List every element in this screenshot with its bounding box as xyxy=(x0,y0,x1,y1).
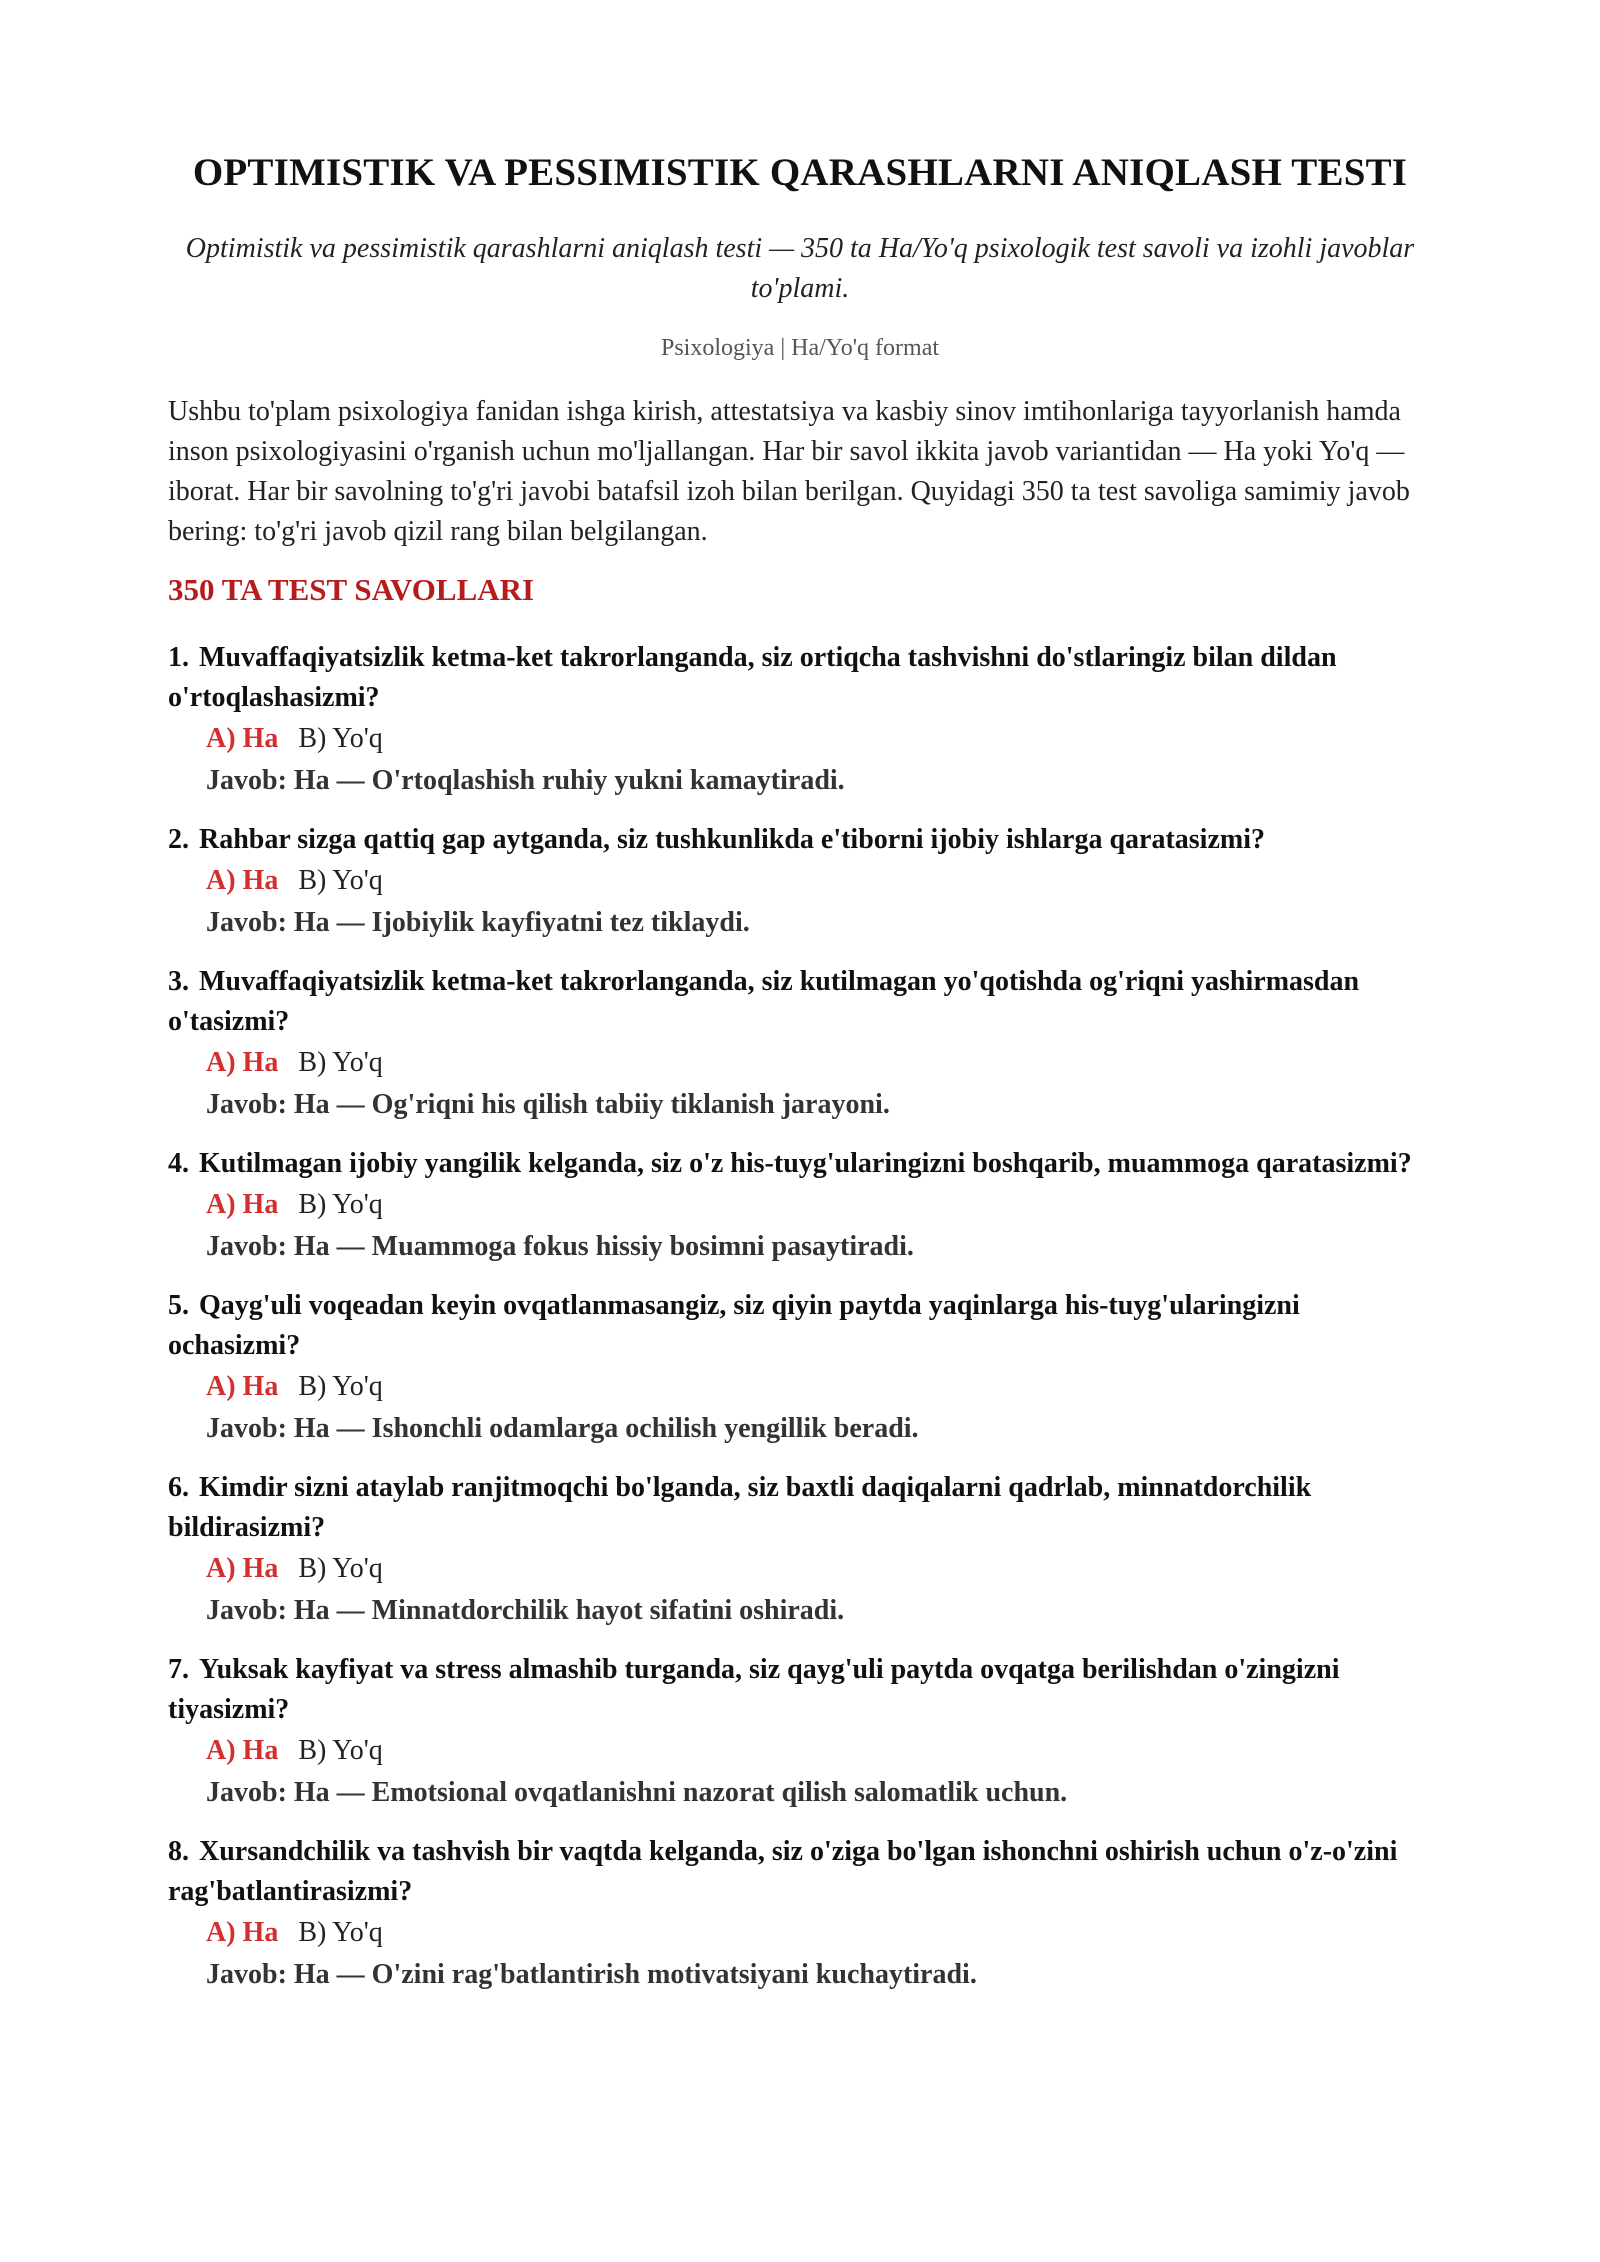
option-b[interactable]: B) Yo'q xyxy=(298,865,383,896)
answer-options xyxy=(168,1366,1432,1408)
question-text xyxy=(168,1144,1432,1184)
answer-options xyxy=(168,1730,1432,1772)
answer-options xyxy=(168,718,1432,760)
option-a[interactable]: A) Ha xyxy=(206,1047,279,1078)
question-number: 4. xyxy=(168,1148,189,1179)
question-body: Kutilmagan ijobiy yangilik kelganda, siz o'z his-tuyg'ularingizni boshqarib, muammoga qaratasizmi? xyxy=(199,1148,1412,1179)
question-body: Qayg'uli voqeadan keyin ovqatlanmasangiz, siz qiyin paytda yaqinlarga his-tuyg'ularingizni ochasizmi? xyxy=(168,1290,1300,1361)
answer-explanation: Javob: Ha — Ijobiylik kayfiyatni tez tiklaydi. xyxy=(206,907,750,938)
document-category: Psixologiya | Ha/Yo'q format xyxy=(660,335,940,361)
option-b[interactable]: B) Yo'q xyxy=(298,1735,383,1766)
question-item xyxy=(168,1286,1432,1450)
question-number: 1. xyxy=(168,642,189,673)
question-item xyxy=(168,1144,1432,1268)
option-a[interactable]: A) Ha xyxy=(206,1735,279,1766)
option-a[interactable]: A) Ha xyxy=(206,1371,279,1402)
answer-options xyxy=(168,1548,1432,1590)
question-body: Muvaffaqiyatsizlik ketma-ket takrorlanganda, siz kutilmagan yo'qotishda og'riqni yashirmasdan o'tasizmi? xyxy=(168,966,1360,1037)
question-number: 6. xyxy=(168,1472,189,1503)
option-a[interactable]: A) Ha xyxy=(206,1917,279,1948)
question-body: Muvaffaqiyatsizlik ketma-ket takrorlanganda, siz ortiqcha tashvishni do'stlaringiz bilan dildan o'rtoqlashasizmi? xyxy=(168,642,1337,713)
option-b[interactable]: B) Yo'q xyxy=(298,1917,383,1948)
question-text xyxy=(168,1832,1432,1912)
section-heading: 350 TA TEST SAVOLLARI xyxy=(168,572,535,607)
question-number: 2. xyxy=(168,824,189,855)
question-list xyxy=(168,638,1432,1996)
option-b[interactable]: B) Yo'q xyxy=(298,1189,383,1220)
answer-explanation: Javob: Ha — Og'riqni his qilish tabiiy tiklanish jarayoni. xyxy=(206,1089,890,1120)
question-body: Kimdir sizni ataylab ranjitmoqchi bo'lganda, siz baxtli daqiqalarni qadrlab, minnatdorchilik bildirasizmi? xyxy=(168,1472,1312,1543)
option-a[interactable]: A) Ha xyxy=(206,865,279,896)
question-body: Rahbar sizga qattiq gap aytganda, siz tushkunlikda e'tiborni ijobiy ishlarga qaratasizmi? xyxy=(199,824,1265,855)
question-text xyxy=(168,962,1432,1042)
question-body: Xursandchilik va tashvish bir vaqtda kelganda, siz o'ziga bo'lgan ishonchni oshirish uchun o'z-o'zini rag'batlantirasizmi? xyxy=(168,1836,1398,1907)
document-subtitle: Optimistik va pessimistik qarashlarni aniqlash testi — 350 ta Ha/Yo'q psixologik test savoli va izohli javoblar to'plami. xyxy=(185,233,1415,304)
intro-paragraph: Ushbu to'plam psixologiya fanidan ishga kirish, attestatsiya va kasbiy sinov imtihonlariga tayyorlanish hamda inson psixologiyasini o'rganish uchun mo'ljallangan. Har bir savol ikkita javob variantidan — Ha yoki Yo'q — iborat. Har bir savolning to'g'ri javobi batafsil izoh bilan berilgan. Quyidagi 350 ta test savoliga samimiy javob bering: to'g'ri javob qizil rang bilan belgilangan. xyxy=(168,396,1410,547)
option-b[interactable]: B) Yo'q xyxy=(298,1553,383,1584)
answer-options xyxy=(168,1912,1432,1954)
question-item xyxy=(168,820,1432,944)
question-number: 7. xyxy=(168,1654,189,1685)
answer-explanation: Javob: Ha — Muammoga fokus hissiy bosimni pasaytiradi. xyxy=(206,1231,914,1262)
question-item xyxy=(168,962,1432,1126)
option-b[interactable]: B) Yo'q xyxy=(298,723,383,754)
option-a[interactable]: A) Ha xyxy=(206,1553,279,1584)
answer-options xyxy=(168,1184,1432,1226)
option-a[interactable]: A) Ha xyxy=(206,1189,279,1220)
option-b[interactable]: B) Yo'q xyxy=(298,1047,383,1078)
option-b[interactable]: B) Yo'q xyxy=(298,1371,383,1402)
option-a[interactable]: A) Ha xyxy=(206,723,279,754)
question-number: 3. xyxy=(168,966,189,997)
question-item xyxy=(168,1832,1432,1996)
question-text xyxy=(168,638,1432,718)
answer-explanation: Javob: Ha — Ishonchli odamlarga ochilish yengillik beradi. xyxy=(206,1413,919,1444)
answer-explanation: Javob: Ha — Minnatdorchilik hayot sifatini oshiradi. xyxy=(206,1595,845,1626)
answer-explanation: Javob: Ha — O'zini rag'batlantirish motivatsiyani kuchaytiradi. xyxy=(206,1959,977,1990)
document-title: OPTIMISTIK VA PESSIMISTIK QARASHLARNI ANIQLASH TESTI xyxy=(192,151,1408,194)
answer-explanation: Javob: Ha — O'rtoqlashish ruhiy yukni kamaytiradi. xyxy=(206,765,845,796)
answer-options xyxy=(168,860,1432,902)
question-number: 8. xyxy=(168,1836,189,1867)
answer-explanation: Javob: Ha — Emotsional ovqatlanishni nazorat qilish salomatlik uchun. xyxy=(206,1777,1068,1808)
question-item xyxy=(168,1468,1432,1632)
answer-options xyxy=(168,1042,1432,1084)
question-text xyxy=(168,1468,1432,1548)
question-body: Yuksak kayfiyat va stress almashib turganda, siz qayg'uli paytda ovqatga berilishdan o'zingizni tiyasizmi? xyxy=(168,1654,1340,1725)
question-item xyxy=(168,638,1432,802)
question-item xyxy=(168,1650,1432,1814)
question-text xyxy=(168,1286,1432,1366)
question-number: 5. xyxy=(168,1290,189,1321)
question-text xyxy=(168,820,1432,860)
question-text xyxy=(168,1650,1432,1730)
